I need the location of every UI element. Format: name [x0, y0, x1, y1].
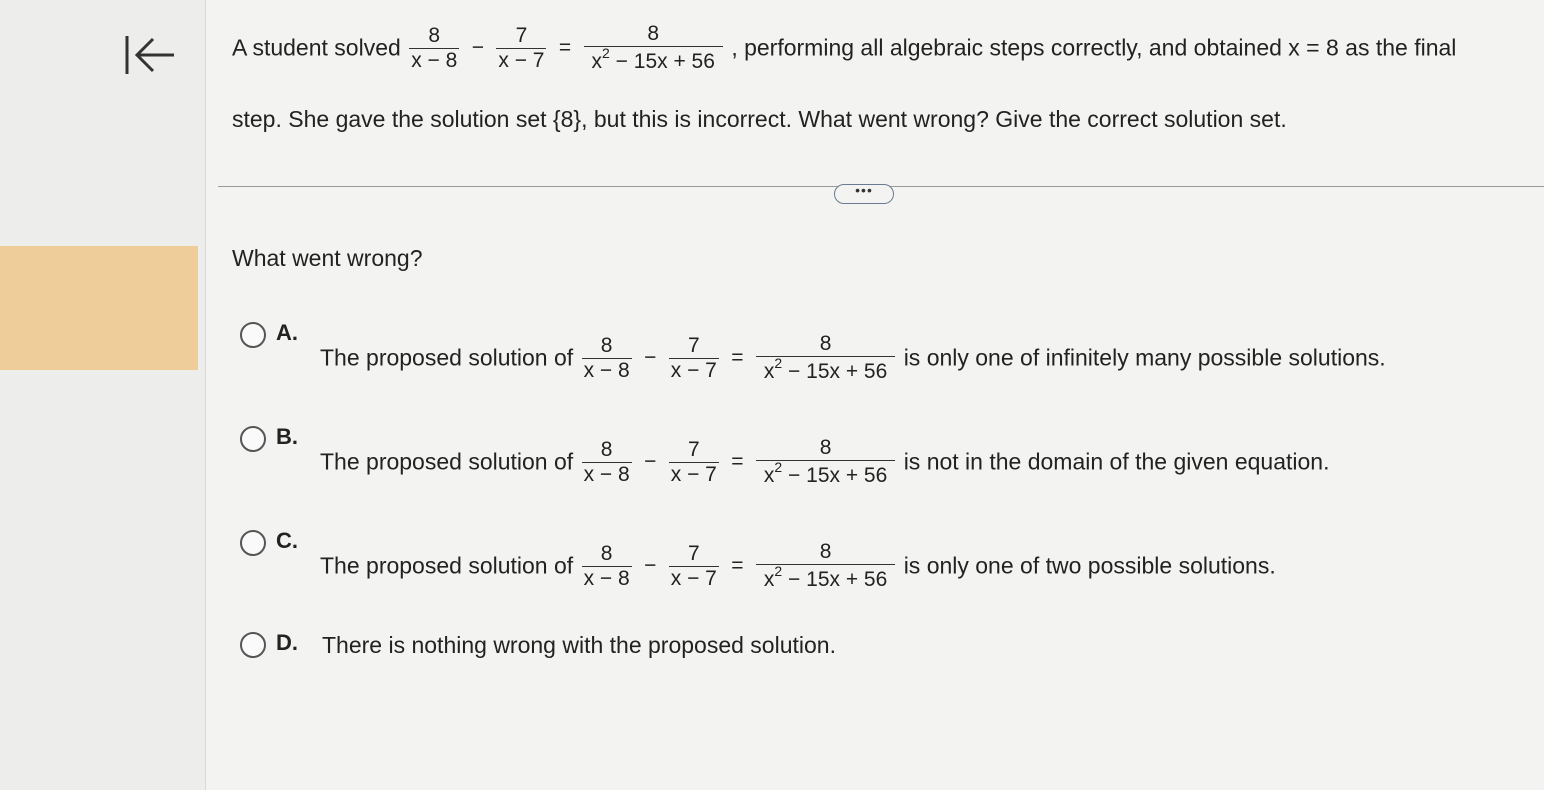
option-c-letter: C.: [276, 528, 298, 553]
back-to-first-button[interactable]: [118, 30, 176, 80]
option-d-radio[interactable]: [240, 632, 266, 658]
current-question-highlight: [0, 246, 198, 370]
option-b-text: The proposed solution of $\frac{8}{x - 8}$ − $\frac{7}{x - 7}$ = $\frac{8}{x^2 - 15x + 56}$ is not in the domain of the given equation.: [320, 436, 1330, 488]
fraction-term-2: $\frac{7}{x - 7}$: [670, 437, 717, 486]
fraction-term-1: $\frac{8}{x - 8}$: [583, 437, 630, 486]
fraction-term-2: $\frac{7}{x - 7}$: [670, 541, 717, 590]
option-b-radio[interactable]: [240, 426, 266, 452]
question-after-equation: , performing all algebraic steps correctly, and obtained x = 8 as the final: [731, 34, 1457, 61]
fraction-rhs: $\frac{8}{x^2 - 15x + 56}$: [756, 540, 895, 592]
fraction-term-2: $\frac{7}{x - 7}$: [498, 23, 545, 72]
left-panel: [0, 0, 206, 790]
question-line-1: A student solved $\frac{8}{x - 8}$ − $\frac{7}{x - 7}$ = $\frac{8}{x^2 - 15x + 56}$ , performing all algebraic steps correctly, and obtained x = 8 as the final: [232, 22, 1457, 74]
fraction-rhs: $\frac{8}{x^2 - 15x + 56}$: [756, 332, 895, 384]
section-title: What went wrong?: [232, 245, 423, 271]
fraction-term-2: $\frac{7}{x - 7}$: [670, 333, 717, 382]
question-line-2: step. She gave the solution set {8}, but this is incorrect. What went wrong? Give the correct solution set.: [232, 106, 1287, 132]
fraction-rhs: $\frac{8}{x^2 - 15x + 56}$: [584, 22, 723, 74]
question-intro: A student solved: [232, 34, 401, 61]
option-a-text: The proposed solution of $\frac{8}{x - 8}$ − $\frac{7}{x - 7}$ = $\frac{8}{x^2 - 15x + 56}$ is only one of infinitely many possible solutions.: [320, 332, 1386, 384]
option-c-text: The proposed solution of $\frac{8}{x - 8}$ − $\frac{7}{x - 7}$ = $\frac{8}{x^2 - 15x + 56}$ is only one of two possible solutions.: [320, 540, 1276, 592]
option-d-letter: D.: [276, 630, 298, 655]
option-a-radio[interactable]: [240, 322, 266, 348]
fraction-rhs: $\frac{8}{x^2 - 15x + 56}$: [756, 436, 895, 488]
more-button[interactable]: •••: [834, 184, 894, 204]
fraction-term-1: $\frac{8}{x - 8}$: [583, 333, 630, 382]
fraction-term-1: $\frac{8}{x - 8}$: [583, 541, 630, 590]
option-a-letter: A.: [276, 320, 298, 345]
first-page-arrow-icon: [118, 30, 176, 80]
option-c-radio[interactable]: [240, 530, 266, 556]
option-b-letter: B.: [276, 424, 298, 449]
option-d-text: There is nothing wrong with the proposed solution.: [322, 632, 836, 658]
fraction-term-1: $\frac{8}{x - 8}$: [411, 23, 458, 72]
